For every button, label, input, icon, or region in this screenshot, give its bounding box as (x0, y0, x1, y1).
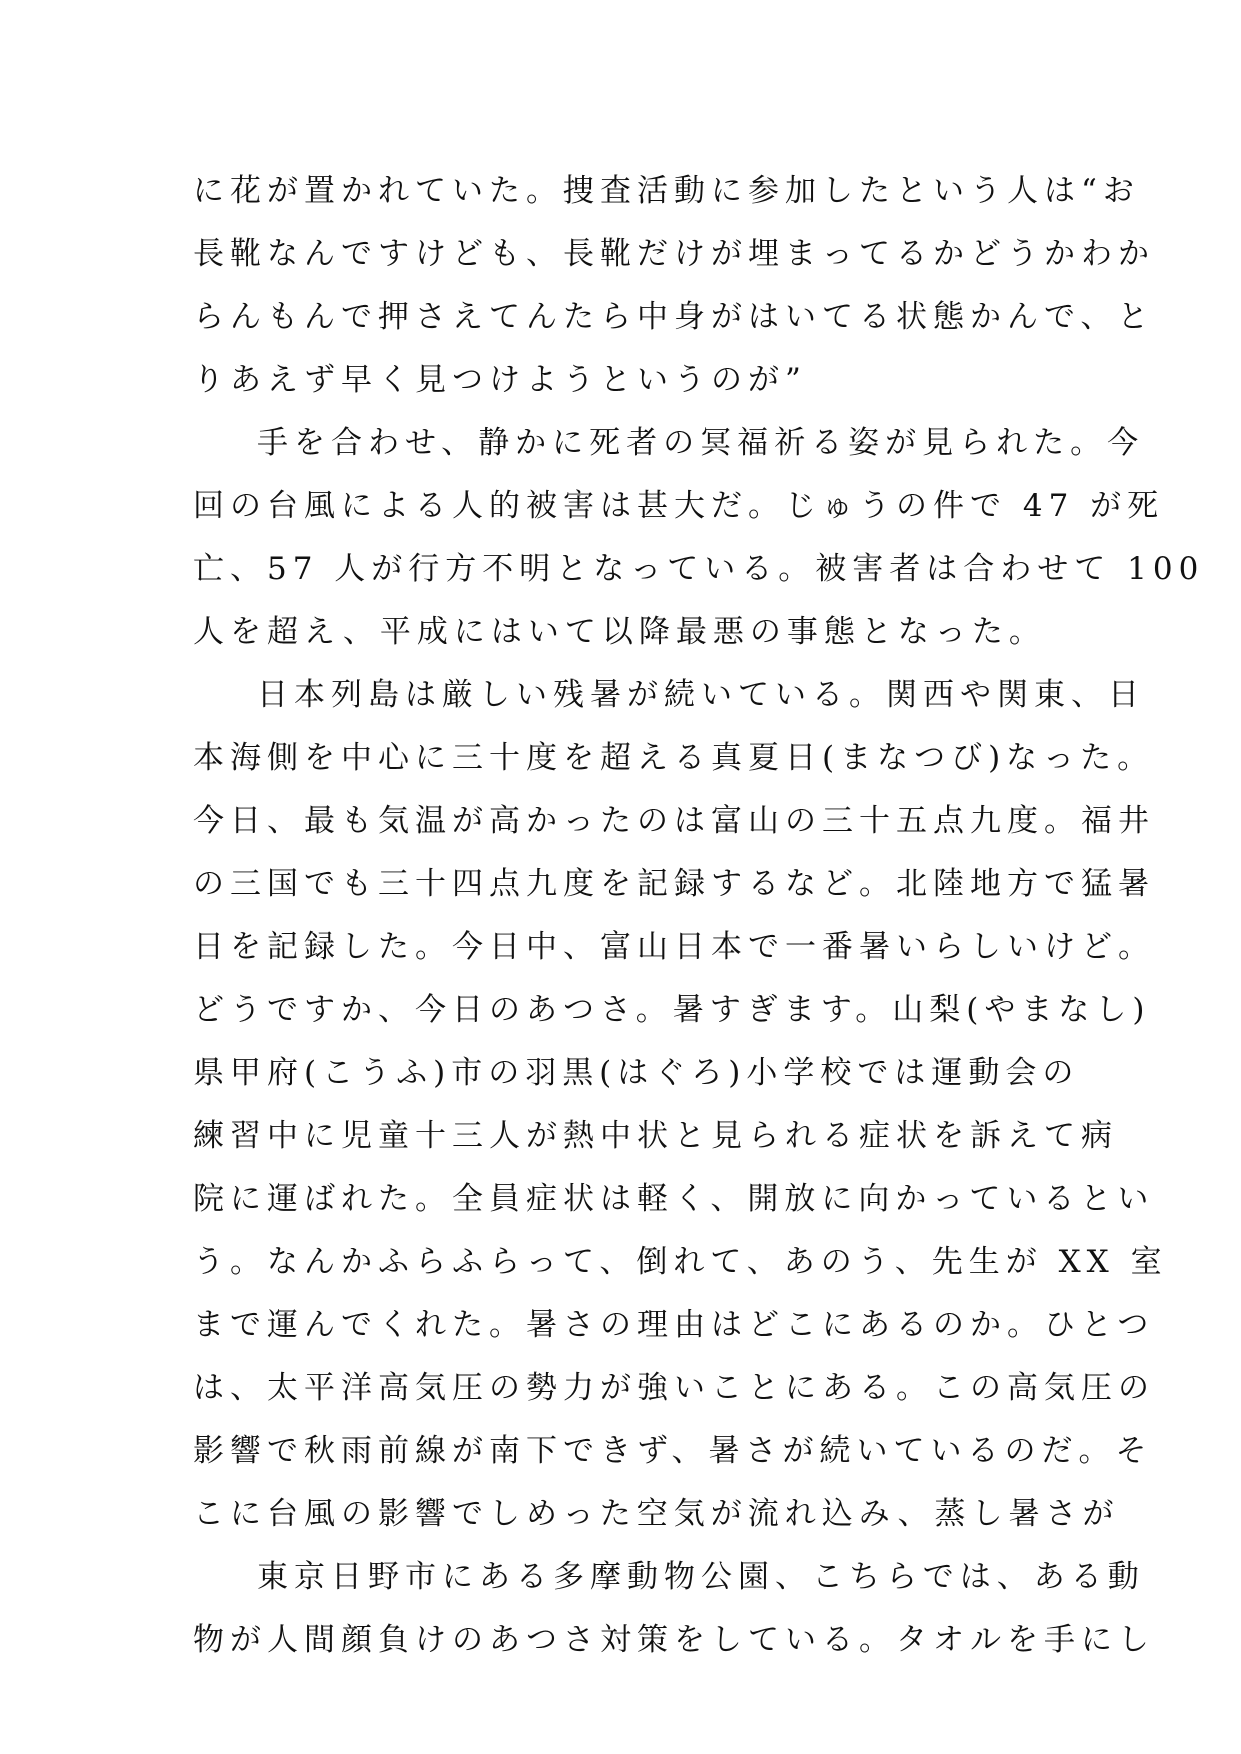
paragraph-first-line: 東京日野市にある多摩動物公園、こちらでは、ある動 (257, 1559, 1145, 1595)
paragraph-first-line: 手を合わせ、静かに死者の冥福祈る姿が見られた。今 (257, 425, 1145, 461)
text-line: の三国でも三十四点九度を記録するなど。北陸地方で猛暑 (193, 866, 1155, 902)
text-line: 回の台風による人的被害は甚大だ。じゅうの件で 47 が死 (193, 488, 1165, 524)
text-line: どうですか、今日のあつさ。暑すぎます。山梨(やまなし) (193, 992, 1151, 1028)
text-line: 長靴なんですけども、長靴だけが埋まってるかどうかわか (193, 236, 1155, 272)
text-line: りあえず早く見つけようというのが” (193, 362, 807, 398)
text-line: 本海側を中心に三十度を超える真夏日(まなつび)なった。 (193, 740, 1155, 776)
text-line: 今日、最も気温が高かったのは富山の三十五点九度。福井 (193, 803, 1155, 839)
text-line: らんもんで押さえてんたら中身がはいてる状態かんで、と (193, 299, 1155, 335)
text-line: 影響で秋雨前線が南下できず、暑さが続いているのだ。そ (193, 1433, 1153, 1469)
body-text (193, 160, 1205, 1672)
text-line: 院に運ばれた。全員症状は軽く、開放に向かっているとい (193, 1181, 1155, 1217)
text-line: 亡、57 人が行方不明となっている。被害者は合わせて 100 (193, 551, 1205, 587)
text-line: 練習中に児童十三人が熱中状と見られる症状を訴えて病 (193, 1118, 1118, 1154)
paragraph-first-line: 日本列島は厳しい残暑が続いている。関西や関東、日 (257, 677, 1145, 713)
text-line: う。なんかふらふらって、倒れて、あのう、先生が XX 室 (193, 1244, 1168, 1280)
text-line: に花が置かれていた。捜査活動に参加したという人は“お (193, 173, 1140, 209)
text-line: 物が人間顔負けのあつさ対策をしている。タオルを手にし (193, 1622, 1155, 1658)
text-line: は、太平洋高気圧の勢力が強いことにある。この高気圧の (193, 1370, 1155, 1406)
text-line: こに台風の影響でしめった空気が流れ込み、蒸し暑さが (193, 1496, 1120, 1532)
text-line: 人を超え、平成にはいて以降最悪の事態となった。 (193, 614, 1046, 650)
text-line: 県甲府(こうふ)市の羽黒(はぐろ)小学校では運動会の (193, 1055, 1080, 1091)
text-line: 日を記録した。今日中、富山日本で一番暑いらしいけど。 (193, 929, 1155, 965)
text-line: まで運んでくれた。暑さの理由はどこにあるのか。ひとつ (193, 1307, 1155, 1343)
